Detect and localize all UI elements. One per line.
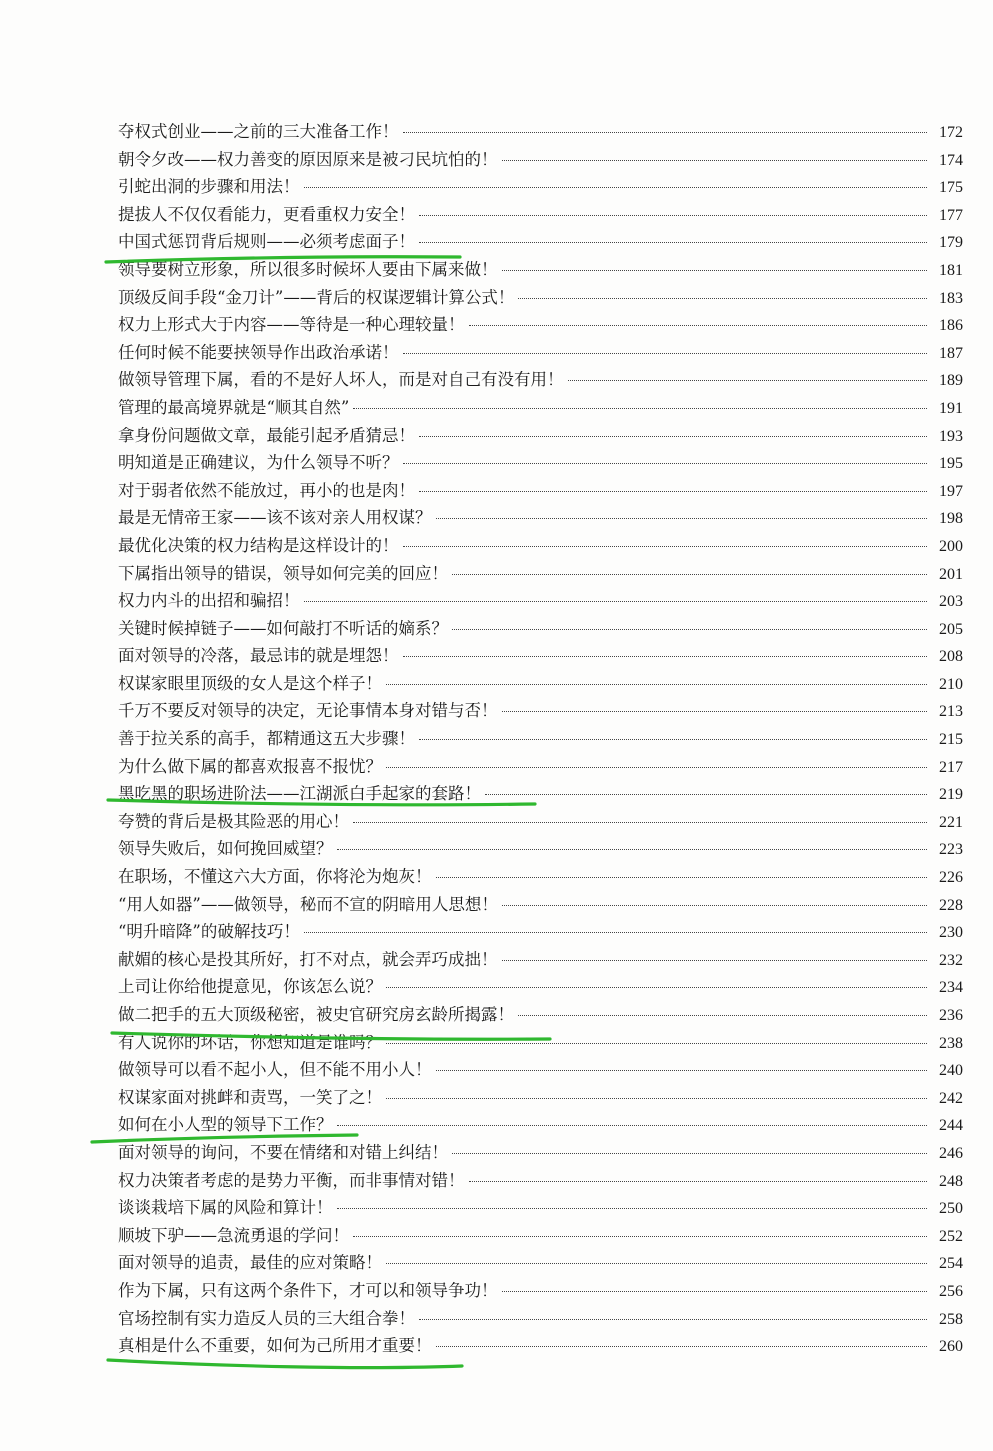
toc-entry [118,1194,963,1222]
toc-entry [118,256,963,284]
toc-leader-dots [436,518,928,519]
toc-entry-page-number: 201 [939,565,963,583]
toc-leader-dots [403,656,928,657]
toc-entry-page-number: 189 [939,372,963,390]
toc-entry [118,697,963,725]
toc-leader-dots [436,877,928,878]
toc-entry-page-number: 215 [939,731,963,749]
toc-entry [118,1111,963,1139]
toc-leader-dots [386,987,927,988]
toc-leader-dots [518,298,927,299]
toc-entry-page-number: 221 [939,813,963,831]
toc-entry-title: 关键时候掉链子——如何敲打不听话的嫡系？ [118,618,448,638]
toc-entry [118,201,963,229]
toc-entry [118,642,963,670]
toc-leader-dots [386,1263,927,1264]
toc-entry-page-number: 179 [939,234,963,252]
toc-leader-dots [469,325,928,326]
toc-leader-dots [452,629,927,630]
toc-entry-page-number: 191 [939,399,963,417]
toc-entry [118,1139,963,1167]
toc-entry-title: 领导要树立形象，所以很多时候坏人要由下属来做！ [118,259,498,279]
toc-entry [118,532,963,560]
toc-entry [118,118,963,146]
toc-entry-title: 在职场，不懂这六大方面，你将沦为炮灰！ [118,867,432,887]
toc-entry-title: 权谋家眼里顶级的女人是这个样子！ [118,673,382,693]
toc-entry-page-number: 226 [939,869,963,887]
toc-entry-title: 做领导管理下属，看的不是好人坏人，而是对自己有没有用！ [118,370,564,390]
toc-entry-page-number: 236 [939,1007,963,1024]
toc-entry-title: 如何在小人型的领导下工作？ [118,1115,333,1135]
toc-entry [118,918,963,946]
toc-entry-page-number: 246 [939,1144,963,1162]
toc-entry [118,366,963,394]
toc-entry [118,587,963,615]
toc-entry [118,835,963,863]
toc-leader-dots [353,822,927,823]
toc-entry-title: 善于拉关系的高手，都精通这五大步骤！ [118,729,415,749]
toc-entry-title: 任何时候不能要挟领导作出政治承诺！ [118,342,399,362]
toc-entry-title: 对于弱者依然不能放过，再小的也是肉！ [118,480,415,500]
toc-entry-page-number: 186 [939,317,963,335]
toc-leader-dots [502,711,928,712]
toc-leader-dots [403,132,928,133]
toc-entry-page-number: 187 [939,344,963,362]
toc-entry [118,173,963,201]
toc-leader-dots [419,1319,927,1320]
toc-entry [118,1305,963,1333]
toc-leader-dots [403,546,928,547]
toc-entry-title: 有人说你的坏话，你想知道是谁吗？ [118,1032,382,1052]
toc-entry-page-number: 248 [939,1172,963,1190]
toc-entry-page-number: 232 [939,951,963,969]
toc-entry-page-number: 197 [939,482,963,500]
toc-entry-title: 明知道是正确建议，为什么领导不听？ [118,453,399,473]
toc-leader-dots [419,739,927,740]
toc-entry-page-number: 213 [939,703,963,721]
toc-entry [118,394,963,422]
toc-entry [118,228,963,256]
toc-leader-dots [568,380,928,381]
toc-entry-page-number: 198 [939,510,963,528]
toc-leader-dots [337,849,928,850]
toc-leader-dots [304,601,928,602]
toc-entry-title: 权力决策者考虑的是势力平衡，而非事情对错！ [118,1170,465,1190]
toc-entry-title: 下属指出领导的错误，领导如何完美的回应！ [118,563,448,583]
toc-entry [118,1332,963,1360]
table-of-contents [118,118,963,1360]
toc-entry-title: 顶级反间手段“金刀计”——背后的权谋逻辑计算公式！ [118,287,515,307]
toc-entry-page-number: 193 [939,427,963,445]
toc-entry-title: 管理的最高境界就是“顺其自然” [118,397,350,417]
toc-entry [118,780,963,808]
toc-entry-title: 真相是什么不重要，如何为己所用才重要！ [118,1336,432,1356]
toc-leader-dots [436,1346,928,1347]
toc-entry-page-number: 234 [939,979,963,997]
toc-entry [118,946,963,974]
toc-entry-page-number: 208 [939,648,963,666]
toc-leader-dots [386,767,927,768]
toc-entry [118,891,963,919]
toc-entry [118,560,963,588]
toc-entry-title: 朝令夕改——权力善变的原因原来是被刁民坑怕的！ [118,149,498,169]
toc-leader-dots [353,408,927,409]
toc-entry [118,808,963,836]
toc-entry-page-number: 256 [939,1282,963,1300]
toc-entry-title: “用人如器”——做领导，秘而不宣的阴暗用人思想！ [118,894,498,914]
toc-entry-page-number: 242 [939,1089,963,1107]
toc-entry [118,1084,963,1112]
toc-leader-dots [353,1236,927,1237]
toc-entry-title: 面对领导的询问，不要在情绪和对错上纠结！ [118,1142,448,1162]
toc-leader-dots [337,1208,928,1209]
toc-entry-title: 谈谈栽培下属的风险和算计！ [118,1198,333,1218]
toc-entry-page-number: 258 [939,1310,963,1328]
toc-entry-page-number: 203 [939,593,963,611]
toc-entry [118,753,963,781]
toc-leader-dots [502,960,928,961]
toc-entry-page-number: 181 [939,261,963,279]
toc-entry [118,449,963,477]
toc-entry-page-number: 228 [939,896,963,914]
toc-entry [118,1222,963,1250]
toc-entry-page-number: 175 [939,179,963,197]
toc-entry-page-number: 210 [939,675,963,693]
toc-entry-title: 黑吃黑的职场进阶法——江湖派白手起家的套路！ [118,784,481,804]
toc-entry [118,146,963,174]
toc-entry-page-number: 250 [939,1200,963,1218]
toc-entry-title: 提拔人不仅仅看能力，更看重权力安全！ [118,204,415,224]
toc-leader-dots [386,684,927,685]
toc-entry-page-number: 172 [939,124,963,141]
toc-entry-page-number: 200 [939,537,963,555]
toc-leader-dots [304,187,928,188]
toc-entry-title: 领导失败后，如何挽回威望？ [118,839,333,859]
toc-entry [118,863,963,891]
highlight-underline-260 [108,1360,462,1368]
toc-entry [118,504,963,532]
toc-entry-page-number: 205 [939,620,963,638]
toc-leader-dots [403,463,928,464]
toc-entry-title: 引蛇出洞的步骤和用法！ [118,177,300,197]
toc-entry-page-number: 223 [939,841,963,859]
toc-entry [118,725,963,753]
toc-entry-title: 夸赞的背后是极其险恶的用心！ [118,811,349,831]
toc-entry-page-number: 238 [939,1034,963,1052]
toc-entry-page-number: 219 [939,786,963,804]
toc-entry [118,1249,963,1277]
toc-entry-title: 上司让你给他提意见，你该怎么说？ [118,977,382,997]
toc-entry [118,284,963,312]
toc-leader-dots [386,1043,927,1044]
toc-leader-dots [419,242,927,243]
toc-leader-dots [403,353,928,354]
toc-leader-dots [502,905,927,906]
toc-entry-title: 官场控制有实力造反人员的三大组合拳！ [118,1308,415,1328]
toc-entry-title: 做领导可以看不起小人，但不能不用小人！ [118,1060,432,1080]
toc-entry-title: 献媚的核心是投其所好，打不对点，就会弄巧成拙！ [118,949,498,969]
toc-entry [118,973,963,1001]
toc-entry-page-number: 254 [939,1255,963,1273]
toc-leader-dots [419,491,927,492]
toc-leader-dots [304,932,927,933]
toc-entry-page-number: 252 [939,1227,963,1245]
toc-leader-dots [419,436,927,437]
toc-entry [118,311,963,339]
toc-entry-page-number: 230 [939,924,963,942]
toc-entry [118,1277,963,1305]
toc-leader-dots [436,1070,928,1071]
toc-entry-title: 做二把手的五大顶级秘密，被史官研究房玄龄所揭露！ [118,1005,514,1024]
toc-leader-dots [452,1153,927,1154]
toc-entry-page-number: 244 [939,1117,963,1135]
toc-entry-title: 作为下属，只有这两个条件下，才可以和领导争功！ [118,1280,498,1300]
toc-entry [118,422,963,450]
toc-entry-page-number: 260 [939,1338,963,1356]
toc-entry [118,1029,963,1057]
toc-leader-dots [502,270,928,271]
toc-entry [118,1167,963,1195]
toc-leader-dots [469,1181,928,1182]
toc-entry-title: 千万不要反对领导的决定，无论事情本身对错与否！ [118,701,498,721]
toc-entry-title: 中国式惩罚背后规则——必须考虑面子！ [118,232,415,252]
toc-entry-page-number: 195 [939,455,963,473]
toc-leader-dots [452,574,927,575]
toc-entry-title: 为什么做下属的都喜欢报喜不报忧？ [118,756,382,776]
toc-entry [118,477,963,505]
toc-entry-title: 夺权式创业——之前的三大准备工作！ [118,122,399,141]
toc-entry-title: “明升暗降”的破解技巧！ [118,922,300,942]
toc-entry [118,670,963,698]
toc-leader-dots [502,1291,928,1292]
toc-entry-title: 面对领导的冷落，最忌讳的就是埋怨！ [118,646,399,666]
toc-leader-dots [518,1015,927,1016]
toc-entry-title: 权力上形式大于内容——等待是一种心理较量！ [118,315,465,335]
toc-entry-title: 权谋家面对挑衅和责骂，一笑了之！ [118,1087,382,1107]
toc-leader-dots [337,1125,928,1126]
toc-entry-title: 权力内斗的出招和骗招！ [118,591,300,611]
toc-leader-dots [419,215,927,216]
toc-entry [118,615,963,643]
toc-entry-page-number: 177 [939,206,963,224]
toc-leader-dots [502,160,928,161]
toc-entry [118,339,963,367]
toc-entry-page-number: 217 [939,758,963,776]
toc-entry-page-number: 240 [939,1062,963,1080]
toc-entry-title: 顺坡下驴——急流勇退的学问！ [118,1225,349,1245]
toc-entry-page-number: 174 [939,151,963,169]
toc-entry [118,1001,963,1029]
toc-entry-page-number: 183 [939,289,963,307]
toc-leader-dots [386,1098,927,1099]
toc-entry-title: 最是无情帝王家——该不该对亲人用权谋？ [118,508,432,528]
toc-entry-title: 最优化决策的权力结构是这样设计的！ [118,535,399,555]
toc-leader-dots [485,794,927,795]
toc-entry [118,1056,963,1084]
toc-entry-title: 拿身份问题做文章，最能引起矛盾猜忌！ [118,425,415,445]
toc-entry-title: 面对领导的追责，最佳的应对策略！ [118,1253,382,1273]
